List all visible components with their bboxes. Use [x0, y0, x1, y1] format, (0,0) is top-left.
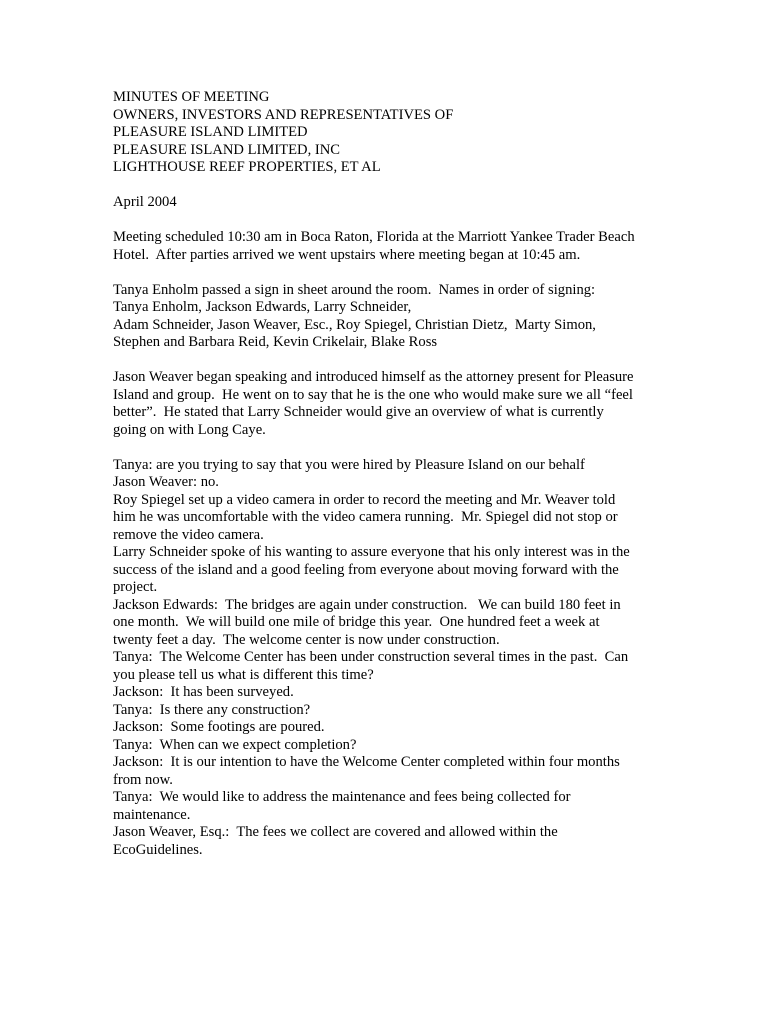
text-line: Jackson Edwards: The bridges are again under construction. We can build 180 feet in — [113, 596, 621, 613]
text-line: Jackson: It is our intention to have the Welcome Center completed within four months — [113, 754, 620, 770]
text-line: Roy Spiegel set up a video camera in order to record the meeting and Mr. Weaver told — [113, 491, 616, 508]
text-line: from now. — [113, 771, 173, 788]
text-line: Tanya Enholm, Jackson Edwards, Larry Schneider, — [113, 299, 412, 315]
paragraph-weaver — [113, 369, 673, 439]
text-line: Larry Schneider spoke of his wanting to assure everyone that his only interest was in the — [113, 544, 630, 560]
header-line: OWNERS, INVESTORS AND REPRESENTATIVES OF — [113, 106, 454, 123]
paragraph-signin — [113, 282, 673, 352]
text-line: Stephen and Barbara Reid, Kevin Crikelair, Blake Ross — [113, 334, 438, 350]
document-page — [113, 89, 673, 859]
header-line: MINUTES OF MEETING — [113, 89, 270, 105]
header-line: PLEASURE ISLAND LIMITED, INC — [113, 141, 341, 158]
text-line: Island and group. He went on to say that he is the one who would make sure we all “feel — [113, 386, 633, 403]
paragraph-gap — [113, 352, 673, 370]
text-line: Tanya: are you trying to say that you were hired by Pleasure Island on our behalf — [113, 456, 585, 473]
text-line: maintenance. — [113, 806, 191, 823]
text-line: Jackson: It has been surveyed. — [113, 684, 294, 700]
paragraph-gap — [113, 439, 673, 457]
text-line: Jackson: Some footings are poured. — [113, 719, 325, 735]
text-line: success of the island and a good feeling from everyone about moving forward with the — [113, 561, 619, 578]
text-line: Jason Weaver, Esq.: The fees we collect are covered and allowed within the — [113, 824, 558, 840]
document-header — [113, 89, 673, 177]
text-line: Meeting scheduled 10:30 am in Boca Raton, Florida at the Marriott Yankee Trader Beach — [113, 229, 635, 245]
text-line: Tanya: Is there any construction? — [113, 701, 311, 718]
paragraph-meeting — [113, 229, 673, 264]
text-line: Tanya: We would like to address the maintenance and fees being collected for — [113, 789, 571, 805]
text-line: remove the video camera. — [113, 526, 264, 543]
text-line: you please tell us what is different this time? — [113, 666, 374, 683]
document-date: April 2004 — [113, 194, 177, 210]
text-line: him he was uncomfortable with the video camera running. Mr. Spiegel did not stop or — [113, 509, 618, 525]
text-line: twenty feet a day. The welcome center is now under construction. — [113, 631, 500, 648]
text-line: Adam Schneider, Jason Weaver, Esc., Roy Spiegel, Christian Dietz, Marty Simon, — [113, 316, 596, 333]
paragraph-gap — [113, 264, 673, 282]
text-line: Jason Weaver: no. — [113, 474, 219, 490]
text-line: Tanya: When can we expect completion? — [113, 736, 357, 753]
text-line: Jason Weaver began speaking and introduced himself as the attorney present for Pleasure — [113, 369, 634, 385]
text-line: Tanya Enholm passed a sign in sheet around the room. Names in order of signing: — [113, 281, 596, 298]
paragraph-gap — [113, 212, 673, 230]
text-line: better”. He stated that Larry Schneider would give an overview of what is currently — [113, 404, 604, 420]
text-line: Tanya: The Welcome Center has been under construction several times in the past. Can — [113, 649, 629, 665]
text-line: project. — [113, 579, 158, 595]
text-line: EcoGuidelines. — [113, 841, 203, 858]
header-line: PLEASURE ISLAND LIMITED — [113, 124, 308, 140]
paragraph-gap — [113, 177, 673, 195]
text-line: Hotel. After parties arrived we went upstairs where meeting began at 10:45 am. — [113, 246, 581, 263]
header-line: LIGHTHOUSE REEF PROPERTIES, ET AL — [113, 159, 381, 175]
paragraph-dialogue — [113, 457, 673, 860]
text-line: going on with Long Caye. — [113, 421, 266, 438]
text-line: one month. We will build one mile of bridge this year. One hundred feet a week at — [113, 614, 600, 630]
